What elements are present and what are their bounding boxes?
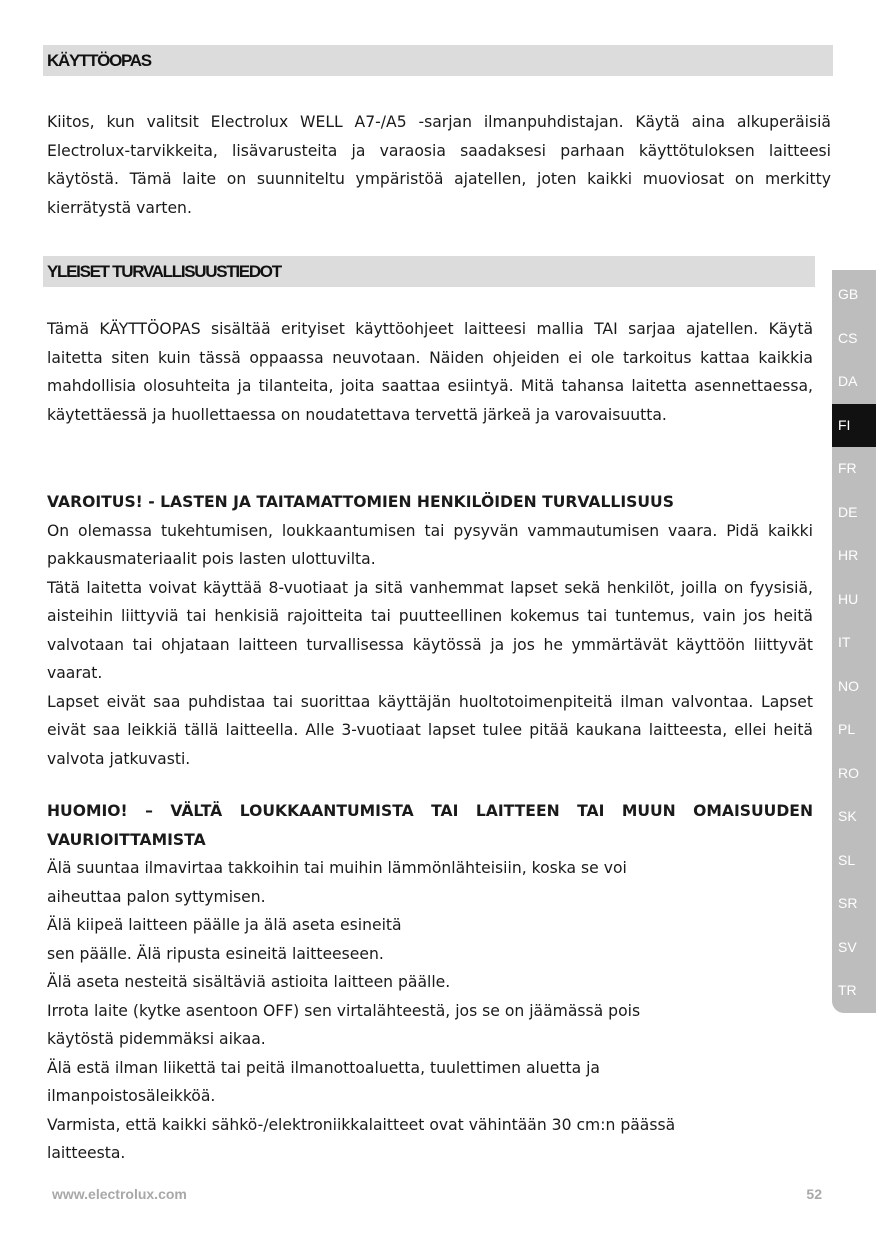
warning-block (47, 488, 813, 773)
language-tab-pl[interactable]: PL (838, 721, 856, 737)
caution-line: Älä kiipeä laitteen päälle ja älä aseta esineitä (47, 916, 402, 934)
caution-line: aiheuttaa palon syttymisen. (47, 887, 266, 906)
language-tab-sk[interactable]: SK (838, 808, 857, 824)
caution-line: Älä suuntaa ilmavirtaa takkoihin tai muihin lämmönlähteisiin, koska se voi (47, 859, 627, 877)
caution-line: laitteesta. (47, 1144, 126, 1162)
caution-line: käytöstä pidemmäksi aikaa. (47, 1030, 266, 1048)
language-tab-da[interactable]: DA (838, 373, 858, 389)
caution-line: Älä estä ilman liikettä tai peitä ilmanottoaluetta, tuulettimen aluetta ja (47, 1058, 600, 1077)
footer-url: www.electrolux.com (52, 1186, 187, 1202)
language-tab-gb[interactable]: GB (838, 286, 859, 302)
caution-line: Älä aseta nesteitä sisältäviä astioita laitteen päälle. (47, 973, 451, 991)
safety-paragraph: Tämä KÄYTTÖOPAS sisältää erityiset käyttöohjeet laitteesi mallia TAI sarjaa ajatellen. Käytä laitetta siten kuin tässä oppaassa neuvotaan. Näiden ohjeiden ei ole tarkoitus kattaa kaikkia mahdollisia olosuhteita ja tilanteita, joita saattaa esiintyä. Mitä tahansa laitetta asennettaessa, käytettäessä ja huollettaessa on noudatettava tervettä järkeä ja varovaisuutta. (47, 320, 813, 424)
caution-heading: HUOMIO! – VÄLTÄ LOUKKAANTUMISTA TAI LAITTEEN TAI MUUN OMAISUUDEN VAURIOITTAMISTA (47, 802, 813, 849)
language-tab-fr[interactable]: FR (838, 460, 857, 476)
language-tab-hu[interactable]: HU (838, 590, 859, 607)
warning-line: On olemassa tukehtumisen, loukkaantumisen tai pysyvän vammautumisen vaara. Pidä kaikki pakkausmateriaalit pois lasten ulottuvilta. (47, 521, 813, 568)
language-tab-it[interactable]: IT (838, 634, 851, 650)
language-tab-no[interactable]: NO (838, 677, 859, 694)
caution-block (47, 797, 813, 1168)
language-tab-bar (832, 270, 876, 1013)
language-tab-sr[interactable]: SR (838, 895, 858, 911)
warning-heading: VAROITUS! - LASTEN JA TAITAMATTOMIEN HENKILÖIDEN TURVALLISUUS (47, 493, 674, 511)
warning-line: Tätä laitetta voivat käyttää 8-vuotiaat ja sitä vanhemmat lapset sekä henkilöt, joilla on fyysisiä, aisteihin liittyviä tai henkisiä rajoitteita tai puutteellinen kokemus tai tuntemus, vain jos heitä valvotaan tai ohjataan laitteen turvallisessa käytössä ja jos he ymmärtävät käyttöön liittyvät vaarat. (47, 578, 813, 682)
language-tab-sl[interactable]: SL (838, 851, 856, 868)
language-tab-cs[interactable]: CS (838, 329, 858, 346)
caution-line: sen päälle. Älä ripusta esineitä laitteeseen. (47, 944, 384, 963)
language-tab-ro[interactable]: RO (838, 764, 859, 781)
caution-line: Varmista, että kaikki sähkö-/elektroniikkalaitteet ovat vähintään 30 cm:n päässä (47, 1115, 676, 1134)
language-tab-hr[interactable]: HR (838, 547, 859, 563)
section-title-manual: KÄYTTÖOPAS (43, 45, 833, 76)
caution-line: ilmanpoistosäleikköä. (47, 1087, 216, 1105)
section-title-safety: YLEISET TURVALLISUUSTIEDOT (43, 256, 815, 287)
warning-line: Lapset eivät saa puhdistaa tai suorittaa käyttäjän huoltotoimenpiteitä ilman valvontaa. Lapset eivät saa leikkiä tällä laitteella. Alle 3-vuotiaat lapset tulee pitää kaukana laitteesta, ellei heitä valvota jatkuvasti. (47, 692, 813, 768)
language-tab-tr[interactable]: TR (838, 982, 857, 998)
caution-line: Irrota laite (kytke asentoon OFF) sen virtalähteestä, jos se on jäämässä pois (47, 1001, 641, 1020)
language-tab-fi[interactable]: FI (832, 404, 876, 448)
language-tab-de[interactable]: DE (838, 503, 858, 520)
language-tab-sv[interactable]: SV (838, 938, 857, 955)
intro-paragraph: Kiitos, kun valitsit Electrolux WELL A7-/A5 -sarjan ilmanpuhdistajan. Käytä aina alkuperäisiä Electrolux-tarvikkeita, lisävarusteita ja varaosia saadaksesi parhaan käyttötuloksen laitteesi käytöstä. Tämä laite on suunniteltu ympäristöä ajatellen, joten kaikki muoviosat on merkitty kierrätystä varten. (47, 113, 831, 217)
page-number: 52 (806, 1186, 822, 1202)
